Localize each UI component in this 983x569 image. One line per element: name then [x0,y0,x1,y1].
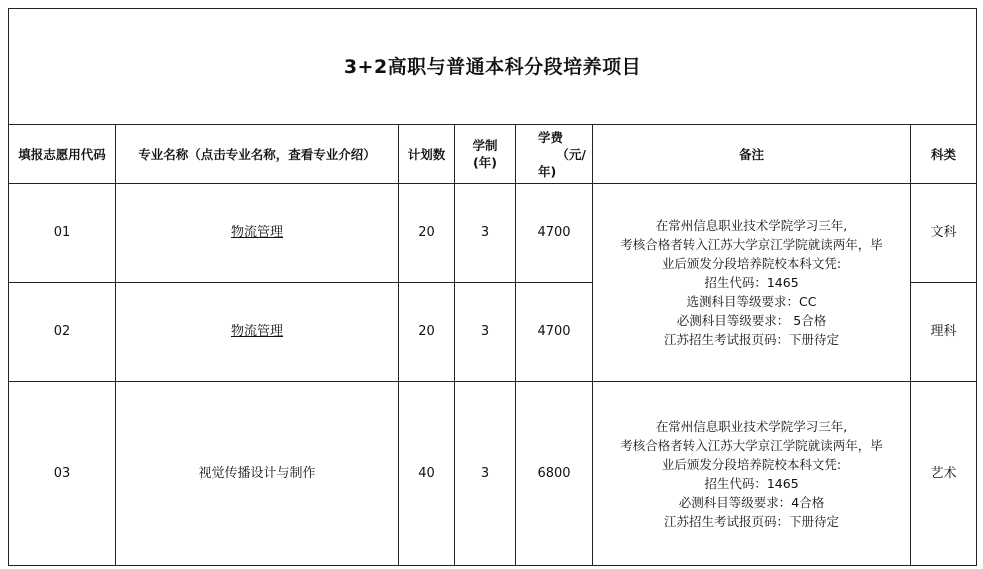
row-major: 视觉传播设计与制作 [116,382,399,566]
table-row [9,184,977,283]
row-fee: 4700 [516,283,593,382]
note-line: 在常州信息职业技术学院学习三年, [655,218,848,233]
header-plan: 计划数 [399,125,455,184]
notes-text [593,417,910,531]
header-fee-line1: 学费 [538,129,564,145]
program-table [8,8,977,566]
note-line: 必测科目等级要求：4合格 [678,494,825,510]
note-line: 江苏招生考试报页码：下册待定 [663,332,839,347]
header-code: 填报志愿用代码 [9,125,116,184]
note-line: 必测科目等级要求： 5合格 [676,313,827,328]
note-line: 在常州信息职业技术学院学习三年, [655,418,848,434]
note-line: 招生代码：1465 [704,275,799,290]
header-years [455,125,516,184]
row-fee: 4700 [516,184,593,283]
header-row [9,125,977,184]
header-fee-line3: 年) [538,163,557,179]
header-years-line2: (年) [473,155,497,170]
note-line: 考核合格者转入江苏大学京江学院就读两年，毕 [620,437,883,453]
note-line: 业后颁发分段培养院校本科文凭: [661,256,842,271]
note-line: 业后颁发分段培养院校本科文凭: [661,456,842,472]
row-plan: 20 [399,283,455,382]
major-link[interactable]: 物流管理 [230,324,283,339]
row-code: 01 [9,184,116,283]
header-fee-line2: （元/ [556,146,586,162]
header-major: 专业名称（点击专业名称，查看专业介绍） [116,125,399,184]
row-notes [593,382,911,566]
row-major [116,184,399,283]
table-row [9,382,977,566]
header-fee [516,125,593,184]
row-plan: 20 [399,184,455,283]
note-line: 招生代码：1465 [704,475,799,491]
note-line: 考核合格者转入江苏大学京江学院就读两年，毕 [620,237,883,252]
row-notes [593,184,911,382]
row-category: 艺术 [911,382,977,566]
row-years: 3 [455,283,516,382]
row-major [116,283,399,382]
row-code: 02 [9,283,116,382]
row-years: 3 [455,184,516,283]
row-category: 文科 [911,184,977,283]
header-notes: 备注 [593,125,911,184]
header-years-line1: 学制 [472,138,498,153]
page-title: 3+2高职与普通本科分段培养项目 [9,9,977,125]
row-category: 理科 [911,283,977,382]
major-link[interactable]: 物流管理 [230,225,283,240]
notes-text [593,216,910,349]
title-row [9,9,977,125]
row-fee: 6800 [516,382,593,566]
note-line: 选测科目等级要求：CC [686,294,817,309]
header-category: 科类 [911,125,977,184]
enrollment-sheet [8,8,976,566]
row-plan: 40 [399,382,455,566]
row-code: 03 [9,382,116,566]
note-line: 江苏招生考试报页码：下册待定 [663,513,839,529]
row-years: 3 [455,382,516,566]
